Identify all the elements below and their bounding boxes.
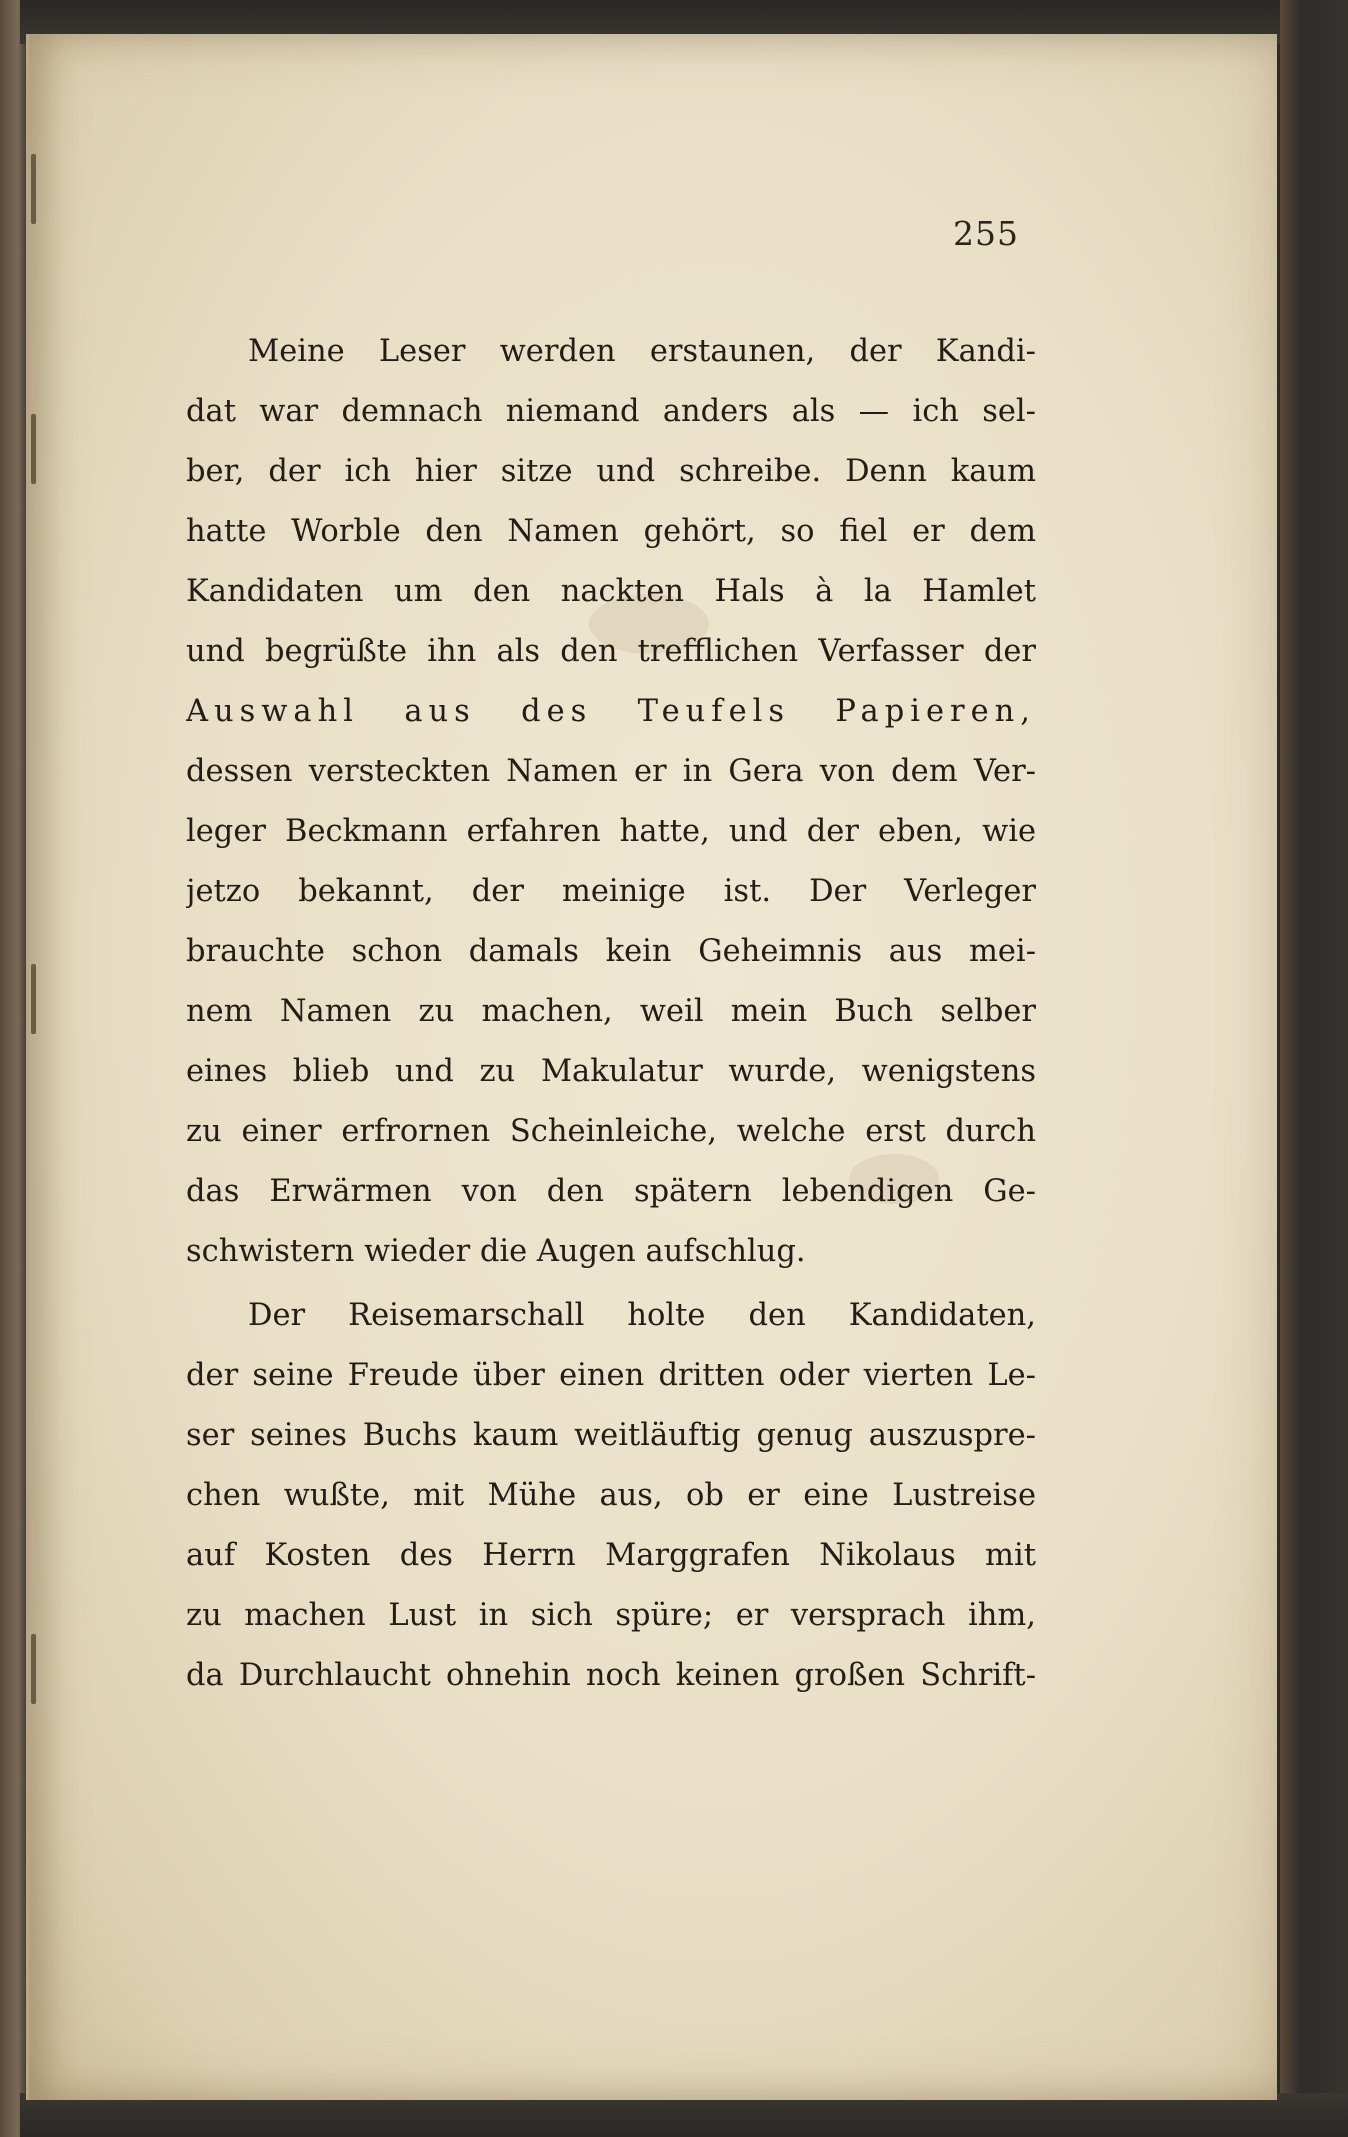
text-line: auf Kosten des Herrn Marggrafen Nikolaus mit	[186, 1538, 1036, 1573]
text-line: zu machen Lust in sich spüre; er versprach ihm,	[186, 1598, 1036, 1633]
text-line: dat war demnach niemand anders als — ich sel-	[186, 394, 1036, 429]
binding-gutter	[29, 34, 69, 2100]
stitch-mark	[31, 154, 36, 224]
text-line: leger Beckmann erfahren hatte, und der eben, wie	[186, 814, 1036, 849]
text-line: chen wußte, mit Mühe aus, ob er eine Lustreise	[186, 1478, 1036, 1513]
cover-board-right	[1280, 0, 1348, 2137]
page-number: 255	[953, 214, 1019, 253]
book-page	[26, 34, 1277, 2100]
text-line: ber, der ich hier sitze und schreibe. Denn kaum	[186, 454, 1036, 489]
body-text	[186, 322, 1036, 1706]
text-line: nem Namen zu machen, weil mein Buch selber	[186, 994, 1036, 1029]
text-line: und begrüßte ihn als den trefflichen Verfasser der	[186, 634, 1036, 669]
stitch-mark	[31, 1634, 36, 1704]
text-line: Auswahl aus des Teufels Papieren,	[186, 694, 1036, 729]
stitch-mark	[31, 964, 36, 1034]
paragraph	[186, 1286, 1036, 1706]
text-line: dessen versteckten Namen er in Gera von dem Ver-	[186, 754, 1036, 789]
text-line: das Erwärmen von den spätern lebendigen Ge-	[186, 1174, 1036, 1209]
text-line: Der Reisemarschall holte den Kandidaten,	[248, 1298, 1036, 1333]
text-line: ser seines Buchs kaum weitläuftig genug auszuspre-	[186, 1418, 1036, 1453]
text-line: jetzo bekannt, der meinige ist. Der Verleger	[186, 874, 1036, 909]
text-line: der seine Freude über einen dritten oder vierten Le-	[186, 1358, 1036, 1393]
paragraph	[186, 322, 1036, 1282]
text-line: Meine Leser werden erstaunen, der Kandi-	[248, 334, 1036, 369]
text-line: hatte Worble den Namen gehört, so fiel er dem	[186, 514, 1036, 549]
text-line: eines blieb und zu Makulatur wurde, wenigstens	[186, 1054, 1036, 1089]
text-line: da Durchlaucht ohnehin noch keinen großen Schrift-	[186, 1658, 1036, 1693]
text-line: brauchte schon damals kein Geheimnis aus mei-	[186, 934, 1036, 969]
stitch-mark	[31, 414, 36, 484]
text-line: zu einer erfrornen Scheinleiche, welche erst durch	[186, 1114, 1036, 1149]
text-line: schwistern wieder die Augen aufschlug.	[186, 1234, 806, 1269]
text-line: Kandidaten um den nackten Hals à la Hamlet	[186, 574, 1036, 609]
